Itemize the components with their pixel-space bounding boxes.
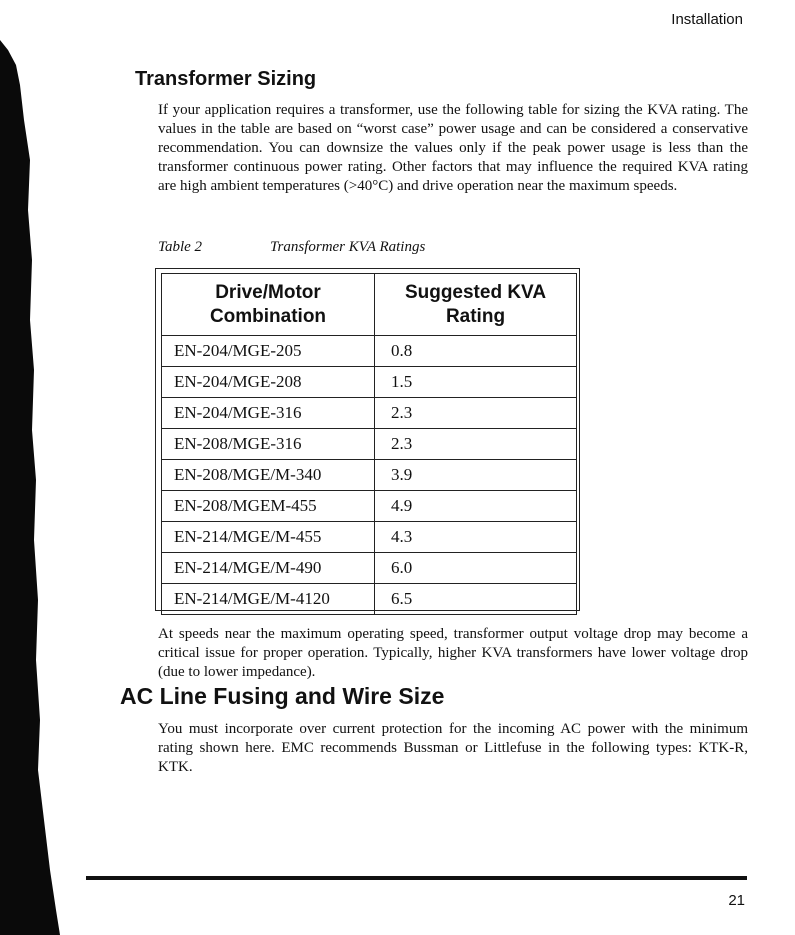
- drive-motor-cell: EN-214/MGE/M-4120: [162, 584, 375, 615]
- transformer-intro-paragraph: If your application requires a transformer, use the following table for sizing the KVA rating. The values in the table are based on “worst case” power usage and can be considered a conservative recommendation. You can downsize the values only if the peak power usage is less than the transformer continuous power rating. Other factors that may influence the required KVA rating are high ambient temperatures (>40°C) and drive operation near the maximum speeds.: [158, 102, 748, 194]
- kva-cell: 0.8: [375, 336, 577, 367]
- kva-cell: 6.5: [375, 584, 577, 615]
- table-row: [162, 491, 577, 522]
- kva-ratings-table: [161, 273, 577, 615]
- kva-table-frame: [155, 268, 580, 611]
- running-header: Installation: [671, 11, 743, 28]
- table-title: Transformer KVA Ratings: [270, 239, 426, 255]
- table-label: Table 2: [158, 239, 203, 255]
- column-header-kva: [375, 274, 577, 336]
- table-row: [162, 398, 577, 429]
- fusing-paragraph: You must incorporate over current protection for the incoming AC power with the minimum rating shown here. EMC recommends Bussman or Littlefuse in the following types: KTK-R, KTK.: [158, 721, 748, 775]
- kva-cell: 1.5: [375, 367, 577, 398]
- column-header-line: Suggested KVA: [404, 281, 547, 303]
- column-header-line: Combination: [209, 305, 327, 327]
- drive-motor-cell: EN-204/MGE-208: [162, 367, 375, 398]
- drive-motor-cell: EN-204/MGE-316: [162, 398, 375, 429]
- column-header-drive-motor: [162, 274, 375, 336]
- kva-cell: 2.3: [375, 429, 577, 460]
- kva-cell: 2.3: [375, 398, 577, 429]
- column-header-line: Rating: [445, 305, 506, 327]
- section-title-transformer-sizing: Transformer Sizing: [135, 68, 317, 90]
- drive-motor-cell: EN-204/MGE-205: [162, 336, 375, 367]
- table-row: [162, 460, 577, 491]
- section-title-ac-line-fusing: AC Line Fusing and Wire Size: [120, 683, 445, 709]
- page-number: 21: [728, 892, 745, 909]
- kva-cell: 4.3: [375, 522, 577, 553]
- voltage-drop-note: At speeds near the maximum operating speed, transformer output voltage drop may become a critical issue for proper operation. Typically, higher KVA transformers have lower voltage drop (due to lower impedance).: [158, 626, 748, 680]
- column-header-line: Drive/Motor: [215, 281, 321, 303]
- kva-cell: 4.9: [375, 491, 577, 522]
- drive-motor-cell: EN-214/MGE/M-455: [162, 522, 375, 553]
- drive-motor-cell: EN-208/MGEM-455: [162, 491, 375, 522]
- table-row: [162, 429, 577, 460]
- table-header-row: [162, 274, 577, 336]
- table-row: [162, 367, 577, 398]
- table-row: [162, 336, 577, 367]
- drive-motor-cell: EN-208/MGE/M-340: [162, 460, 375, 491]
- scan-edge-shadow: [0, 40, 60, 935]
- drive-motor-cell: EN-214/MGE/M-490: [162, 553, 375, 584]
- kva-cell: 6.0: [375, 553, 577, 584]
- table-row: [162, 553, 577, 584]
- footer-rule: [86, 876, 747, 880]
- table-row: [162, 522, 577, 553]
- kva-cell: 3.9: [375, 460, 577, 491]
- table-row: [162, 584, 577, 615]
- table-caption: [158, 239, 426, 256]
- drive-motor-cell: EN-208/MGE-316: [162, 429, 375, 460]
